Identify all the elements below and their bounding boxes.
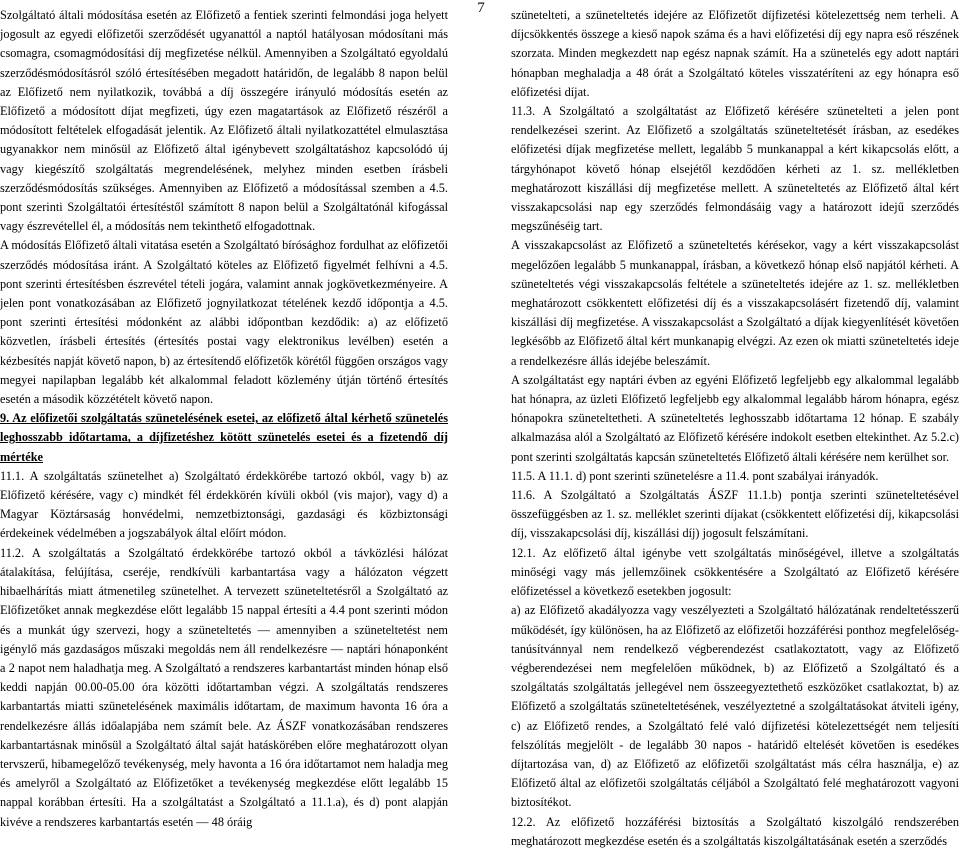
paragraph: A módosítás Előfizető általi vitatása esetén a Szolgáltató bírósághoz fordulhat az előfizetői szerződés módosítása iránt. A Szolgáltató köteles az Előfizető figyelmét felhívni a 4.5. pont szerinti értesítésben észrevétel tételi jogára, valamint annak jogkövetkezményeire. A jelen pont vonatkozásában az Előfizető jognyilatkozat tételének kezdő időpontja a 4.5. pont szerinti értesítési módonként az alábbi időpontban kezdődik: a) az előfizető közvetlen, írásbeli értesítés (értesítés postai vagy elektronikus levélben) esetén a kézbesítés napját követő napon, b) az értesítendő előfizetők körétől függően országos vagy megyei napilapban legalább két alkalommal feladott közlemény útján történő értesítés esetén a második közzétételt követő napon. bbox=[0, 238, 448, 407]
paragraph: Szolgáltató általi módosítása esetén az Előfizető a fentiek szerinti felmondási joga helyett jogosult az egyedi előfizetői szerződését ugyanattól a naptól hatályosan módosítani más csomagra, csomagmódosítási díj megfizetése nélkül. Amennyiben a Szolgáltató egyoldalú szerződésmódosításról szóló értesítésében megadott határidőn, de legalább 8 napon belül az Előfizető nem nyilatkozik, továbbá a díj összegére irányuló módosítás esetén az Előfizető a módosított díjat megfizeti, úgy ezen magatartások az Előfizető részéről a módosított feltételek elfogadását jelentik. Az Előfizető általi nyilatkozattétel elmulasztása ugyanakkor nem minősül az Előfizető által igénybevett szolgáltatáshoz kapcsolódó új vagy kiegészítő szolgáltatás megrendelésének, melyhez minden esetben írásbeli szerződésmódosítás szükséges. Amennyiben az Előfizető a módosítással szemben a 4.5. pont szerinti Szolgáltatói értesítéstől számított 8 napon belül a Szolgáltatónál kifogással vagy észrevétellel él, a módosítás nem tekinthető elfogadottnak. bbox=[0, 8, 448, 234]
page-number: 7 bbox=[477, 0, 485, 16]
paragraph: szünetelteti, a szüneteltetés idejére az Előfizetőt díjfizetési kötelezettség nem terheli. A díjcsökkentés összege a kieső napok száma és a havi előfizetési díj egy napra eső részének szorzata. Minden megkezdett nap egész napnak számít. Ha a szünetelés egy adott naptári hónapban meghaladja a 48 órát a Szolgáltató köteles visszatéríteni az egy hónapra eső előfizetési díjat. bbox=[511, 8, 959, 99]
paragraph: 11.5. A 11.1. d) pont szerinti szünetelésre a 11.4. pont szabályai irányadók. bbox=[511, 468, 879, 483]
paragraph: 11.3. A Szolgáltató a szolgáltatást az Előfizető kérésére szünetelteti a jelen pont rendelkezései szerint. Az Előfizető a szolgáltatás szüneteltetését írásban, az esedékes előfizetési díjak megfizetése mellett, legalább 5 munkanappal a kért kikapcsolás előtt, a tárgyhónapot követő hónap elsejétől kezdődően kérheti az 1. sz. mellékletben meghatározott kiszállási díj megfizetése mellett. A szüneteltetés az Előfizető által kért visszakapcsolási nap egy szerződés felmondásáig vagy a határozott idejű szerződés megszűnéséig tart. bbox=[511, 104, 959, 234]
paragraph: A szolgáltatást egy naptári évben az egyéni Előfizető legfeljebb egy alkalommal legalább hat hónapra, az üzleti Előfizető legfeljebb egy alkalommal legalább három hónapra, egész hónapokra szüneteltetheti. A szüneteltetés leghosszabb időtartama 12 hónap. E szabály alkalmazása alól a Szolgáltató az Előfizető kérésére indokolt esetben eltekinthet. Az 5.2.c) pont szerinti szolgáltatás kapcsán szüneteltetés Előfizető általi kérésére nem kerülhet sor. bbox=[511, 372, 959, 464]
right-column bbox=[511, 6, 959, 848]
paragraph: 11.1. A szolgáltatás szünetelhet a) Szolgáltató érdekkörébe tartozó okból, vagy b) az Előfizető kérésére, vagy c) mindkét fél érdekkörén kívüli okból (vis major), vagy d) a Magyar Köztársaság honvédelmi, nemzetbiztonsági, gazdasági és közbiztonsági érdekeinek védelmében a jogszabályok által előírt módon. bbox=[0, 468, 448, 541]
section-heading: 9. Az előfizetői szolgáltatás szünetelésének esetei, az előfizető által kérhető szünetelés leghosszabb időtartama, a díjfizetéshez kötött szünetelés esetei és a fizetendő díj mértéke bbox=[0, 411, 448, 464]
paragraph: 11.2. A szolgáltatás a Szolgáltató érdekkörébe tartozó okból a távközlési hálózat átalakítása, felújítása, cseréje, rendkívüli karbantartása vagy a hálózaton végzett hibaelhárítás miatt átmenetileg szünetelhet. A tervezett szüneteltetésről a Szolgáltató az Előfizetőket annak megkezdése előtt legalább 15 nappal értesíti a 4.4 pont szerinti módon és a munkát úgy szervezi, hogy a szüneteltetés — amennyiben a szüneteltetést nem igénylő más gazdaságos műszaki megoldás nem áll rendelkezésre — naptári hónaponként a 2 napot nem haladhatja meg. A Szolgáltató a rendszeres karbantartást minden hónap első keddi napján 00.00-05.00 óra közötti időtartamban végzi. A szolgáltatás rendszeres karbantartás miatti szünetelésének maximális időtartam, de maximum havonta 16 óra a rendelkezésre állás időalapjába nem számít bele. Az ÁSZF vonatkozásában rendszeres karbantartásnak minősül a Szolgáltató által saját hatáskörében előre meghatározott olyan tervszerű, hibamegelőző tevékenység, mely havonta a 16 óra időtartamot nem haladja meg és amelyről a Szolgáltató az Előfizetőket a tevékenység megkezdése előtt legalább 15 nappal korábban értesíti. Ha a szolgáltatást a Szolgáltató a 11.1.a), és d) pont alapján kivéve a rendszeres karbantartás esetén — 48 óráig bbox=[0, 545, 448, 829]
paragraph: a) az Előfizető akadályozza vagy veszélyezteti a Szolgáltató hálózatának rendeltetésszerű működését, így különösen, ha az Előfizető az előfizetői hozzáférési ponthoz megfelelőség-tanúsítvánnyal nem rendelkező végberendezést csatlakoztatott, vagy az Előfizető végberendezései nem megfelelően működnek, b) az Előfizető a Szolgáltató és a szolgáltatás szolgáltatás jellegével nem összeegyeztethető eszközöket csatlakoztat, b) az Előfizető a szolgáltatás szüneteltetésének, veszélyeztetné a szolgáltatásokat átviteli igény, c) az Előfizető rendes, a Szolgáltató felé való díjfizetési kötelezettségét nem teljesíti felszólítás megjelölt - de legalább 30 napos - határidő eltelését követően is esedékes díjtartozása van, d) az Előfizető az előfizetői szolgáltatást más célra használja, e) az Előfizető által az előfizetői szolgáltatás céljából a Szolgáltató felé meghatározott vagyoni biztosítékot. bbox=[511, 603, 959, 810]
paragraph: 12.1. Az előfizető által igénybe vett szolgáltatás minőségével, illetve a szolgáltatás minőségi vagy más jellemzőinek csökkentésére a Szolgáltató az Előfizető kérésére előfizetéssel a következő esetekben jogosult: bbox=[511, 545, 959, 599]
left-column bbox=[0, 6, 448, 829]
paragraph: 12.2. Az előfizető hozzáférési biztosítás a Szolgáltató kiszolgáló rendszerében meghatározott megkezdése esetén és a szolgáltatás kiszolgáltatásának esetén a szerződés bbox=[511, 814, 959, 848]
paragraph: 11.6. A Szolgáltató a Szolgáltatás ÁSZF 11.1.b) pontja szerinti szüneteltetésével összefüggésben az 1. sz. melléklet szerinti díjakat (csökkentett előfizetési díj, kikapcsolási díj, visszakapcsolási díj, kiszállási díj) jogosult felszámítani. bbox=[511, 488, 959, 541]
paragraph: A visszakapcsolást az Előfizető a szüneteltetés kérésekor, vagy a kért visszakapcsolást megelőzően legalább 5 munkanappal, írásban, a következő hónap első napjától kérheti. A szüneteltetés végi visszakapcsolás feltétele a szüneteltetés idejére az 1. sz. mellékletben meghatározott csökkentett előfizetési díj és a visszakapcsolásért fizetendő díj, valamint kiszállási díj megfizetése. A visszakapcsolást a Szolgáltató a díjak kiegyenlítését követően legkésőbb az Előfizető által kért munkanapig elvégzi. Az ezen ok miatti szüneteltetés ideje a rendelkezésre állás idejébe beleszámít. bbox=[511, 238, 959, 368]
